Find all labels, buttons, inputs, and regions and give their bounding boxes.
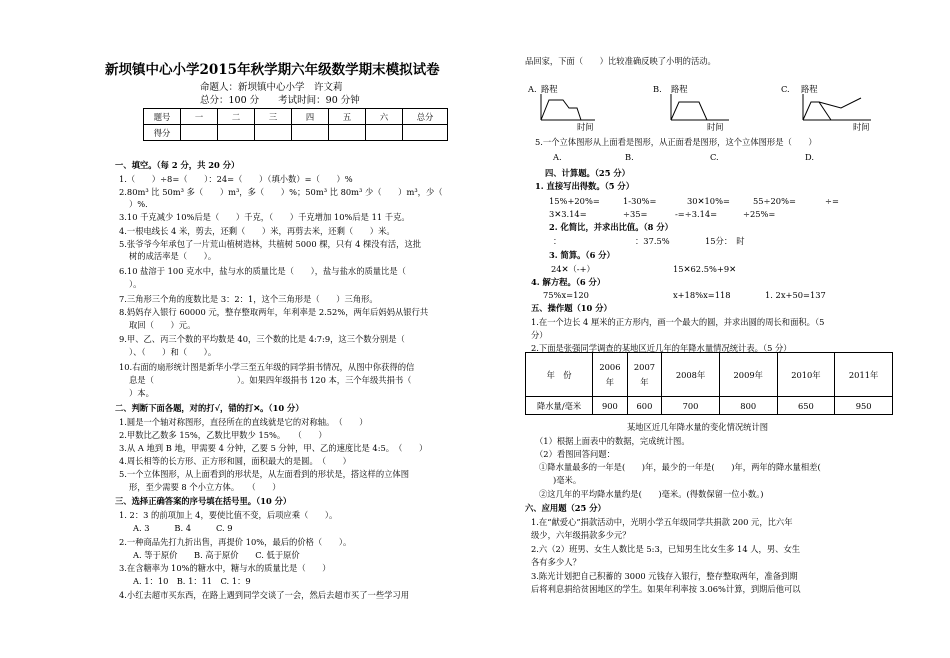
question-text: 息是（ ）。如果四年级捐书 120 本，三个年级共捐书（ [129, 375, 412, 385]
question-text: 3.从 A 地到 B 地，甲需要 4 分钟，乙要 5 分钟，甲、乙的速度比是 4:5。 （ ） [119, 443, 428, 453]
question-text: 3.陈光计划把自己积蓄的 3000 元钱存入银行，整存整取两年，准备到期 [531, 571, 798, 581]
year-cell: 2011年 [835, 353, 893, 397]
year-cell: 2006 年 [593, 353, 628, 397]
graph-x-axis-label: 时间 [577, 122, 594, 132]
question-text: 级少，六年级捐款多少元？ [531, 530, 631, 540]
question-text: 4.一根电线长 4 米，剪去，还剩（ ）米，再剪去米，还剩（ ）米。 [119, 226, 395, 236]
graph-y-axis-label: 路程 [801, 84, 818, 94]
question-text: 4.周长相等的长方形、正方形和圆，面积最大的是圆。 （ ） [119, 456, 351, 466]
value-cell: 650 [777, 397, 835, 415]
calc-item: 55÷20%= [753, 196, 796, 206]
graph-option-label: B. [653, 84, 662, 94]
subsection-heading: 4. 解方程。（6 分） [531, 277, 606, 287]
table-cell: 二 [218, 109, 255, 125]
question-text: （2）看图回答问题： [535, 449, 615, 459]
author-line: 命题人：新坝镇中心小学 许文莉 [200, 82, 343, 93]
question-text: )毫米。 [553, 475, 582, 485]
table-header-cell: 降水量/毫米 [526, 397, 593, 415]
calc-item: 15✕62.5%+9✕ [673, 264, 737, 274]
question-text: 2.下面是张强同学调查的某地区近几年的年降水量情况统计表。（5 分） [531, 343, 792, 353]
section-3-heading: 三、选择正确答案的序号填在括号里。（10 分） [115, 496, 292, 506]
options-text: A. 3 B. 4 C. 9 [133, 523, 233, 533]
score-table-header-row [144, 109, 448, 125]
graph-x-axis-label: 时间 [853, 122, 870, 132]
graph-y-axis-label: 路程 [541, 84, 558, 94]
question-text: ②这几年的平均降水量约是( )毫米。(得数保留一位小数。) [539, 489, 764, 499]
question-text: 3.10 千克减少 10%后是（ ）千克，（ ）千克增加 10%后是 11 千克。 [119, 212, 410, 222]
table-cell: 四 [292, 109, 329, 125]
question-text: 各有多少人？ [531, 557, 581, 567]
score-table [143, 108, 448, 141]
table-cell: 一 [181, 109, 218, 125]
calc-item: 75%x=120 [543, 290, 589, 300]
calc-item: ：37.5% [635, 236, 670, 246]
chart-caption: 某地区近几年降水量的变化情况统计图 [627, 422, 769, 432]
calc-item: ÷25%= [743, 209, 776, 219]
calc-item: ： [553, 236, 562, 246]
table-cell: 三 [255, 109, 292, 125]
score-input-cell[interactable] [255, 125, 292, 141]
question-text: 5.一个立体图形从上面看是图形，从正面看是图形，这个立体图形是（ ） [535, 137, 817, 147]
table-cell: 五 [329, 109, 366, 125]
table-cell: 总分 [403, 109, 448, 125]
score-input-cell[interactable] [181, 125, 218, 141]
score-input-cell[interactable] [403, 125, 448, 141]
table-cell: 得分 [144, 125, 181, 141]
value-cell: 950 [835, 397, 893, 415]
question-text: 2.一种商品先打九折出售，再提价 10%，最后的价格（ ）。 [119, 537, 352, 547]
question-text: ）本。 [129, 388, 154, 398]
rainfall-table [525, 352, 893, 415]
question-text: 6.10 盐溶于 100 克水中，盐与水的质量比是（ ），盐与盐水的质量比是（ [119, 266, 406, 276]
section-5-heading: 五、操作题（10 分） [531, 303, 612, 313]
question-text: 7.三角形三个角的度数比是 3：2：1，这个三角形是（ ）三角形。 [119, 294, 378, 304]
year-cell: 2008年 [662, 353, 720, 397]
table-header-cell: 年 份 [526, 353, 593, 397]
question-text: 1.在“献爱心”捐款活动中，光明小学五年级同学共捐款 200 元，比六年 [531, 517, 793, 527]
option-label: C. [710, 152, 719, 162]
graph-option-label: A. [528, 84, 537, 94]
question-text: 1. 2：3 的前项加上 4，要使比值不变，后项应乘（ ）。 [119, 510, 338, 520]
question-text: 9.甲、乙、丙三个数的平均数是 40，三个数的比是 4:7:9，这三个数分别是（ [119, 334, 422, 344]
year-cell: 2007 年 [627, 353, 662, 397]
graph-y-axis-label: 路程 [671, 84, 688, 94]
score-input-cell[interactable] [292, 125, 329, 141]
rainfall-year-row [526, 353, 893, 397]
question-text: ）%． [129, 199, 154, 209]
graph-a-svg [525, 80, 640, 140]
question-text: 10.右面的扇形统计图是新华小学三至五年级的同学捐书情况，从图中你获得的信 [119, 362, 415, 372]
graph-option-c [781, 80, 896, 140]
calc-item: 1-30%= [623, 196, 657, 206]
year-cell: 2009年 [719, 353, 777, 397]
year-cell: 2010年 [777, 353, 835, 397]
options-text: A. 等于原价 B. 高于原价 C. 低于原价 [133, 550, 300, 560]
graph-option-b [653, 80, 768, 140]
exam-title: 新坝镇中心小学2015年秋学期六年级数学期末模拟试卷 [105, 62, 440, 78]
value-cell: 900 [593, 397, 628, 415]
section-4-heading: 四、计算题。（25 分） [545, 168, 630, 178]
question-text: 4.小红去超市买东西，在路上遇到同学交谈了一会，然后去超市买了一些学习用 [119, 590, 410, 600]
calc-item: 3✕3.14= [549, 209, 587, 219]
calc-item: 30✕10%= [687, 196, 730, 206]
calc-item: 24✕（-+） [551, 264, 595, 274]
question-text: 1.（ ）÷8=（ ）：24=（ ）（填小数）=（ ）% [119, 174, 353, 184]
options-text: A. 1：10 B. 1：11 C. 1：9 [133, 576, 251, 586]
question-text: 2.六（2）班男、女生人数比是 5:3，已知男生比女生多 14 人，男、女生 [531, 544, 801, 554]
question-text: ）。 [129, 279, 142, 289]
question-text: 品回家，下面（ ）比较准确反映了小明的活动。 [525, 56, 716, 66]
question-text: ①降水量最多的一年是( )年，最少的一年是( )年，两年的降水量相差( [539, 462, 821, 472]
table-cell: 六 [366, 109, 403, 125]
score-input-cell[interactable] [366, 125, 403, 141]
calc-item: -=÷3.14= [675, 209, 718, 219]
table-cell: 题号 [144, 109, 181, 125]
value-cell: 800 [719, 397, 777, 415]
question-text: （1）根据上面表中的数据，完成统计图。 [535, 436, 690, 446]
score-input-cell[interactable] [329, 125, 366, 141]
value-cell: 700 [662, 397, 720, 415]
calc-item: 15分： 时 [705, 236, 745, 246]
question-text: 3.在含糖率为 10%的糖水中，糖与水的质量比是（ ） [119, 563, 331, 573]
question-text: 1.在一个边长 4 厘米的正方形内，画一个最大的圆，并求出圆的周长和面积。（5 [531, 317, 825, 327]
score-input-cell[interactable] [218, 125, 255, 141]
question-text: 后将利息捐给贫困地区的学生。如果年利率按 3.06%计算，到期后他可以 [531, 584, 801, 594]
question-text: 1.圆是一个轴对称图形，直径所在的直线就是它的对称轴。 （ ） [119, 417, 368, 427]
subsection-heading: 2. 化简比，并求出比值。（8 分） [549, 222, 673, 232]
question-text: 5.张爷爷今年承包了一片荒山植树造林，共植树 5000 棵，只有 4 棵没有活，这批 [119, 239, 422, 249]
calc-item: 1. 2x+50=137 [765, 290, 826, 300]
calc-item: ÷35= [623, 209, 648, 219]
question-text: ）、（ ）和（ ）。 [129, 347, 217, 357]
value-cell: 600 [627, 397, 662, 415]
graph-option-label: C. [781, 84, 790, 94]
section-6-heading: 六、应用题（25 分） [525, 503, 606, 513]
question-text: 5.一个立体图形，从上面看到的形状是，从左面看到的形状是，搭这样的立体图 [119, 469, 410, 479]
subsection-heading: 3. 简算。（6 分） [549, 250, 615, 260]
question-text: 取回（ ）元。 [129, 320, 196, 330]
question-text: 树的成活率是（ ）。 [129, 251, 217, 261]
graph-option-a [525, 80, 640, 140]
section-1-heading: 一、填空。（每 2 分，共 20 分） [115, 160, 240, 170]
graph-b-svg [653, 80, 768, 140]
calc-item: 15%+20%= [549, 196, 600, 206]
score-table-score-row [144, 125, 448, 141]
graph-x-axis-label: 时间 [707, 122, 724, 132]
graph-c-svg [781, 80, 896, 140]
section-2-heading: 二、判断下面各题，对的打√，错的打✕。（10 分） [115, 403, 304, 413]
calc-item: x+18%x=118 [673, 290, 731, 300]
time-line: 总分：100 分 考试时间：90 分钟 [200, 95, 360, 106]
question-text: 形，至少需要 8 个小立方体。 （ ） [129, 482, 281, 492]
question-text: 8.妈妈存入银行 60000 元，整存整取两年，年利率是 2.52%，两年后妈妈从银行共 [119, 307, 429, 317]
question-text: 2.80m³ 比 50m³ 多（ ）m³，多（ ）%；50m³ 比 80m³ 少（ ）m³，少（ [119, 187, 443, 197]
option-label: B. [625, 152, 634, 162]
option-label: D. [805, 152, 814, 162]
calc-item: ÷= [825, 196, 839, 206]
option-label: A. [553, 152, 562, 162]
subsection-heading: 1. 直接写出得数。（5 分） [535, 181, 635, 191]
question-text: 2.甲数比乙数多 15%，乙数比甲数少 15%。 （ ） [119, 430, 327, 440]
question-text: 分） [531, 330, 548, 340]
rainfall-value-row [526, 397, 893, 415]
